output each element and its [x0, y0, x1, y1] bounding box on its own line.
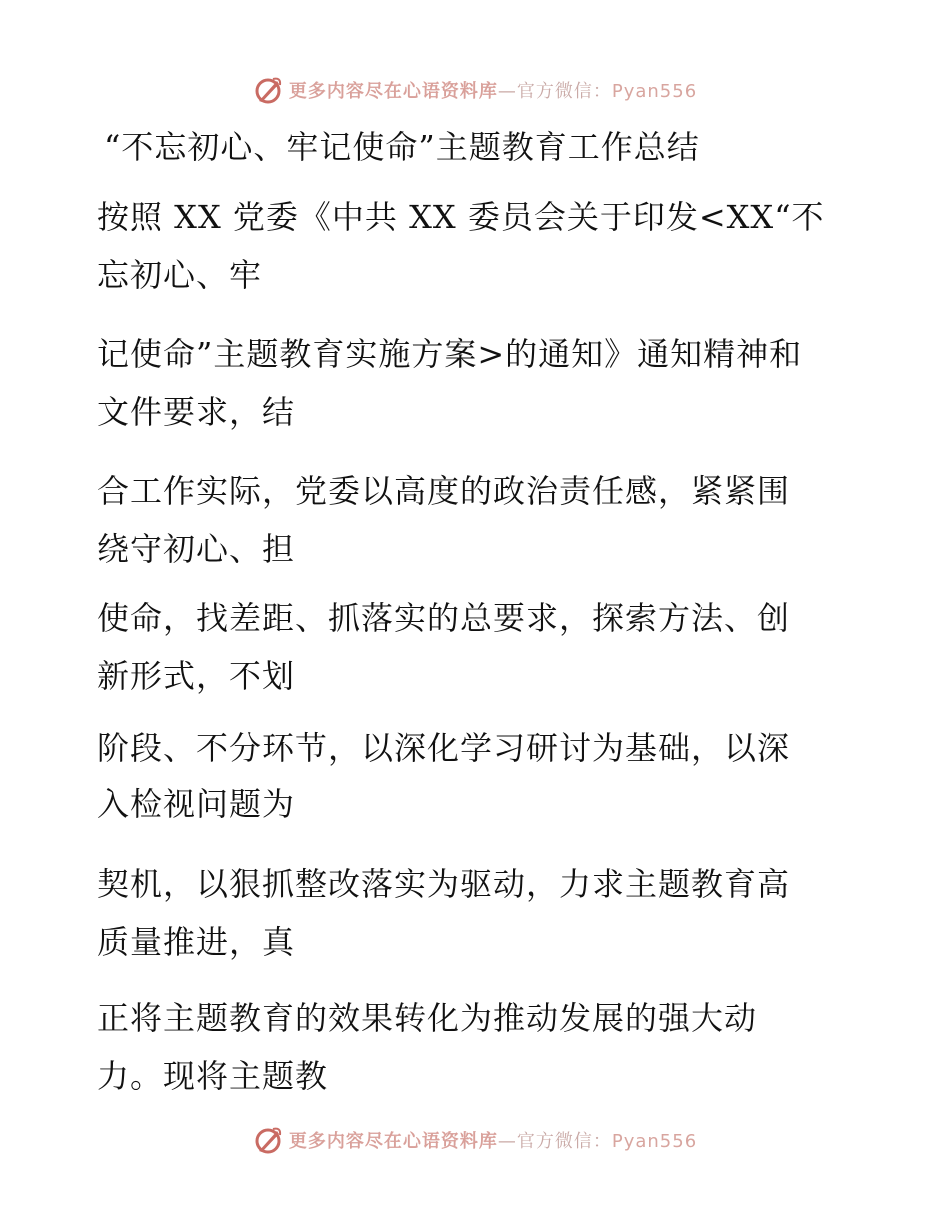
watermark-brand: 更多内容尽在心语资料库	[288, 81, 498, 102]
body-line-10: 入检视问题为	[97, 785, 296, 823]
body-line-12: 质量推进，真	[97, 923, 296, 961]
watermark-brand: 更多内容尽在心语资料库	[288, 1131, 498, 1152]
body-line-13: 正将主题教育的效果转化为推动发展的强大动	[97, 999, 758, 1037]
watermark-account: Pyan556	[611, 1131, 698, 1152]
document-title: “不忘初心、牢记使命”主题教育工作总结	[104, 128, 700, 166]
watermark-text	[289, 77, 697, 103]
watermark-text	[289, 1127, 697, 1153]
body-line-9: 阶段、不分环节，以深化学习研讨为基础，以深	[97, 729, 791, 767]
body-line-14: 力。现将主题教	[97, 1057, 329, 1095]
body-line-3: 记使命”主题教育实施方案>的通知》通知精神和	[97, 335, 803, 373]
body-line-1: 按照 XX 党委《中共 XX 委员会关于印发<XX“不	[97, 198, 825, 236]
footer-watermark	[0, 1120, 950, 1160]
header-watermark	[0, 70, 950, 110]
body-line-11: 契机，以狠抓整改落实为驱动，力求主题教育高	[97, 865, 791, 903]
watermark-separator: —官方微信：	[497, 81, 612, 102]
quill-logo-icon	[253, 75, 283, 105]
body-line-5: 合工作实际，党委以高度的政治责任感，紧紧围	[97, 472, 791, 510]
body-line-2: 忘初心、牢	[97, 256, 263, 294]
body-line-4: 文件要求，结	[97, 393, 296, 431]
body-line-7: 使命，找差距、抓落实的总要求，探索方法、创	[97, 599, 791, 637]
quill-logo-icon	[253, 1125, 283, 1155]
watermark-separator: —官方微信：	[497, 1131, 612, 1152]
watermark-account: Pyan556	[611, 81, 698, 102]
body-line-8: 新形式，不划	[97, 657, 296, 695]
body-line-6: 绕守初心、担	[97, 530, 296, 568]
